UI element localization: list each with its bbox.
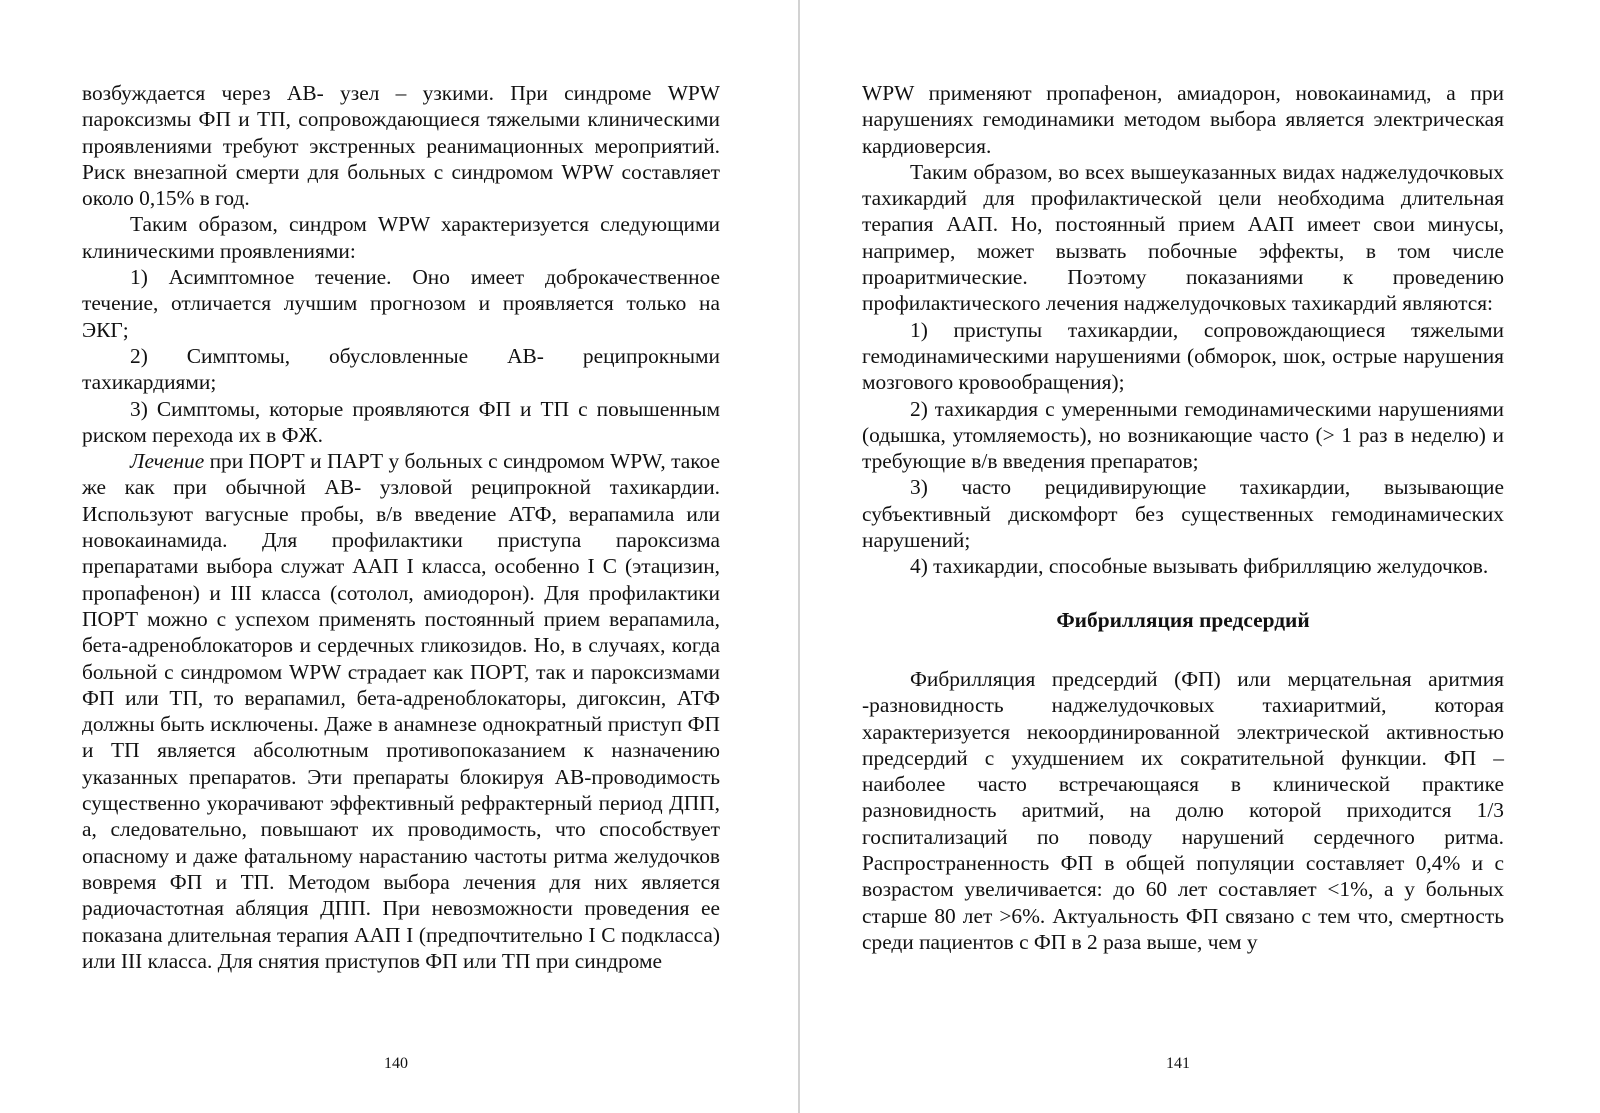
paragraph: Таким образом, синдром WPW характеризуется следующими клиническими проявлениями: <box>82 212 720 263</box>
left-page <box>0 0 798 1113</box>
list-item: 4) тахикардии, способные вызывать фибрилляцию желудочков. <box>910 554 1489 579</box>
list-item: 1) приступы тахикардии, сопровождающиеся тяжелыми гемодинамическими нарушениями (обморок, шок, острые нарушения мозгового кровообращения); <box>862 317 1504 395</box>
emphasis-term: Лечение <box>130 449 205 474</box>
list-item: 2) тахикардия с умеренными гемодинамическими нарушениями (одышка, утомляемость), но возникающие часто (> 1 раз в неделю) и требующие в/в введения препаратов; <box>862 396 1504 474</box>
page-number: 141 <box>1166 1055 1190 1072</box>
list-item: 3) часто рецидивирующие тахикардии, вызывающие субъективный дискомфорт без существенных гемодинамических нарушений; <box>862 475 1504 553</box>
paragraph: возбуждается через АВ- узел – узкими. При синдроме WPW пароксизмы ФП и ТП, сопровождающиеся тяжелыми клиническими проявлениями требуют экстренных реанимационных мероприятий. Риск внезапной смерти для больных с синдромом WPW составляет около 0,15% в год. <box>82 81 720 211</box>
paragraph: WPW применяют пропафенон, амиадорон, новокаинамид, а при нарушениях гемодинамики методом выбора является электрическая кардиоверсия. <box>862 81 1504 158</box>
right-page-text <box>862 80 1504 955</box>
paragraph-body: при ПОРТ и ПАРТ у больных с синдромом WPW, такое же как при обычной АВ- узловой реципрокной тахикардии. Используют вагусные пробы, в/в введение АТФ, верапамила или новокаинамида. Для профилактики приступа пароксизма препаратами выбора служат ААП I класса, особенно I С (этацизин, пропафенон) и III класса (сотолол, амиодорон). Для профилактики ПОРТ можно с успехом применять постоянный прием верапамила, бета-адреноблокаторов и сердечных гликозидов. Но, в случаях, когда больной с синдромом WPW страдает как ПОРТ, так и пароксизмами ФП или ТП, то верапамил, бета-адреноблокаторы, дигоксин, АТФ должны быть исключены. Даже в анамнезе однократный приступ ФП и ТП является абсолютным противопоказанием к назначению указанных препаратов. Эти препараты блокируя АВ-проводимость существенно укорачивают эффективный рефрактерный период ДПП, а, следовательно, повышают их проводимость, что способствует опасному и даже фатальному нарастанию частоты ритма желудочков вовремя ФП и ТП. Методом выбора лечения для них является радиочастотная абляция ДПП. При невозможности проведения ее показана длительная терапия ААП I (предпочтительно I С подкласса) или III класса. Для снятия приступов ФП или ТП при синдроме <box>82 449 720 973</box>
list-item: 3) Симптомы, которые проявляются ФП и ТП с повышенным риском перехода их в ФЖ. <box>82 396 720 447</box>
right-page <box>800 0 1600 1113</box>
paragraph <box>82 448 720 974</box>
paragraph: Фибрилляция предсердий (ФП) или мерцательная аритмия -разновидность наджелудочковых тахиаритмий, которая характеризуется некоординированной электрической активностью предсердий с ухудшением их сократительной функции. ФП – наиболее часто встречающаяся в клинической практике разновидность аритмий, на долю которой приходится 1/3 госпитализаций по поводу нарушений сердечного ритма. Распространенность ФП в общей популяции составляет 0,4% и с возрастом увеличивается: до 60 лет составляет <1%, а у больных старше 80 лет >6%. Актуальность ФП связано с тем что, смертность среди пациентов с ФП в 2 раза выше, чем у <box>862 666 1504 954</box>
left-page-text <box>82 80 720 974</box>
list-item: 1) Асимптомное течение. Оно имеет доброкачественное течение, отличается лучшим прогнозом и проявляется только на ЭКГ; <box>82 265 720 342</box>
paragraph: Таким образом, во всех вышеуказанных видах наджелудочковых тахикардий для профилактической цели необходима длительная терапия ААП. Но, постоянный прием ААП имеет свои минусы, например, может вызвать побочные эффекты, в том числе проаритмические. Поэтому показаниями к проведению профилактического лечения наджелудочковых тахикардий являются: <box>862 159 1504 316</box>
list-item: 2) Симптомы, обусловленные АВ- реципрокными тахикардиями; <box>82 343 720 395</box>
page-number: 140 <box>384 1055 408 1072</box>
section-heading: Фибрилляция предсердий <box>1056 607 1310 632</box>
